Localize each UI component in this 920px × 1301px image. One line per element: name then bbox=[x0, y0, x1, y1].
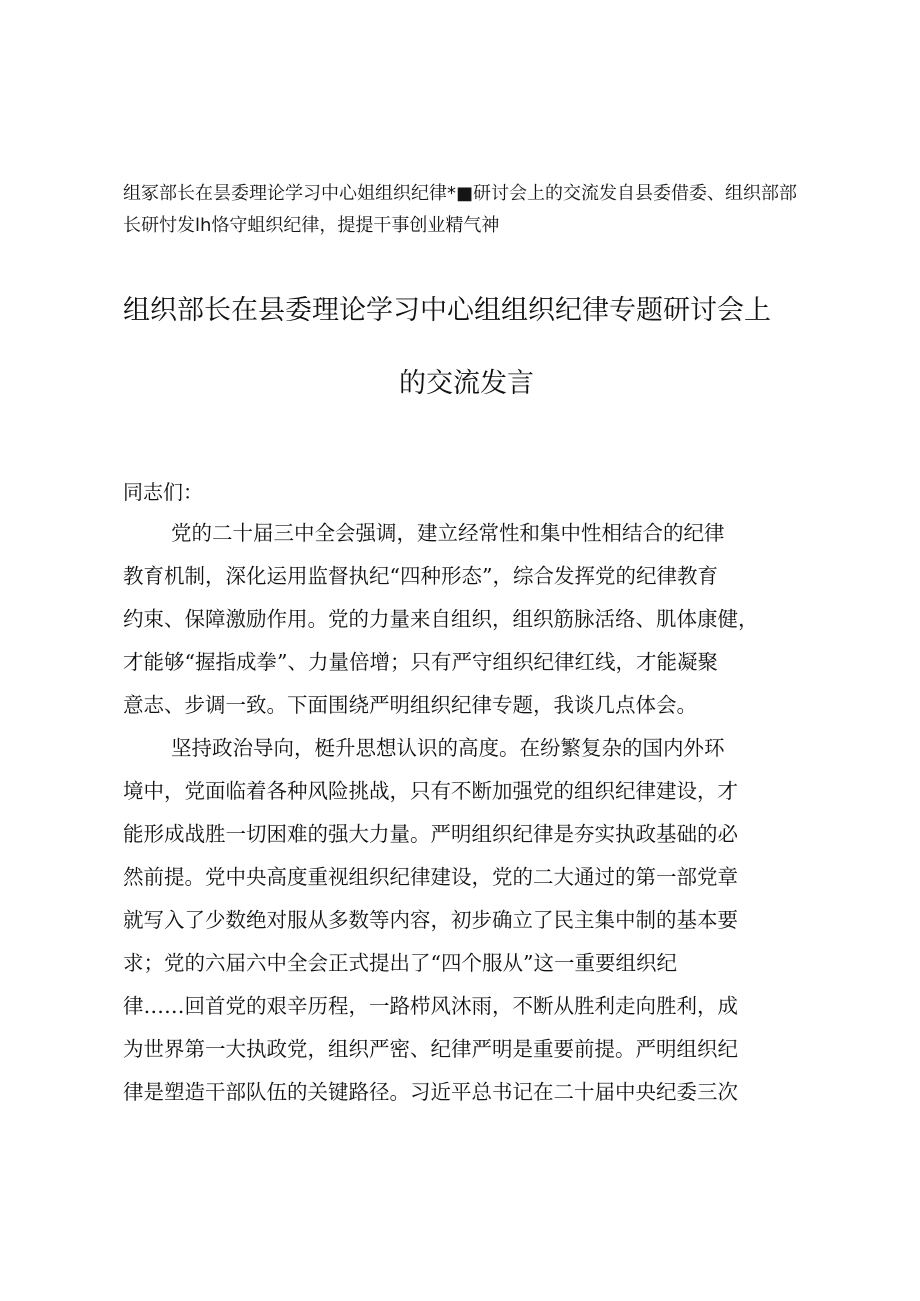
body-line: 能形成战胜一切困难的强大力量。严明组织纪律是夯实执政基础的必 bbox=[123, 822, 738, 846]
body-line: 律是塑造干部队伍的关键路径。习近平总书记在二十届中央纪委三次 bbox=[123, 1080, 738, 1104]
header-note-line-1: 组冢部长在昙委理论学习中心姐组织纪律*■研讨会上的交流发自县委借委、组织部部 bbox=[123, 183, 798, 204]
body-line: 坚持政治导向，梃升思想认识的高度。在纷繁复杂的国内外环 bbox=[171, 736, 725, 760]
title-line-1: 组织部长在县委理论学习中心组组织纪律专题研讨会上 bbox=[123, 295, 771, 326]
body-line: 然前提。党中央高度重视组织纪律建设，党的二大通过的第一部党章 bbox=[123, 865, 738, 889]
body-line: 为世界第一大执政党，组织严密、纪律严明是重要前提。严明组织纪 bbox=[123, 1037, 738, 1061]
body-line: 约束、保障激励作用。党的力量来自组织，组织筋脉活络、肌体康健， bbox=[123, 607, 759, 631]
body-line: 求；党的六届六中全会正式提出了“四个服从”这一重要组织纪 bbox=[123, 951, 677, 975]
body-line: 律……回首党的艰辛历程，一路栉风沐雨，不断从胜利走向胜利，成 bbox=[123, 994, 738, 1018]
body-line: 党的二十届三中全会强调，建立经常性和集中性相结合的纪律 bbox=[171, 521, 725, 545]
body-line: 就写入了少数绝对服从多数等内容，初步确立了民主集中制的基本要 bbox=[123, 908, 738, 932]
title-line-2: 的交流发言 bbox=[399, 368, 534, 399]
body-line: 意志、步调一致。下面围绕严明组织纪律专题，我谈几点体会。 bbox=[123, 693, 697, 717]
body-line: 境中，党面临着各种风险挑战，只有不断加强党的组织纪律建设，才 bbox=[123, 779, 738, 803]
header-note-line-2: 长研忖发lh恪守蛆织纪律，提提干事创业精气神 bbox=[123, 215, 500, 236]
body-line: 教育机制，深化运用监督执纪“四种形态”，综合发挥党的纪律教育 bbox=[123, 564, 718, 588]
salutation: 同志们： bbox=[123, 480, 203, 504]
body-line: 才能够“握指成拳”、力量倍增；只有严守组织纪律红线，才能凝聚 bbox=[123, 650, 718, 674]
